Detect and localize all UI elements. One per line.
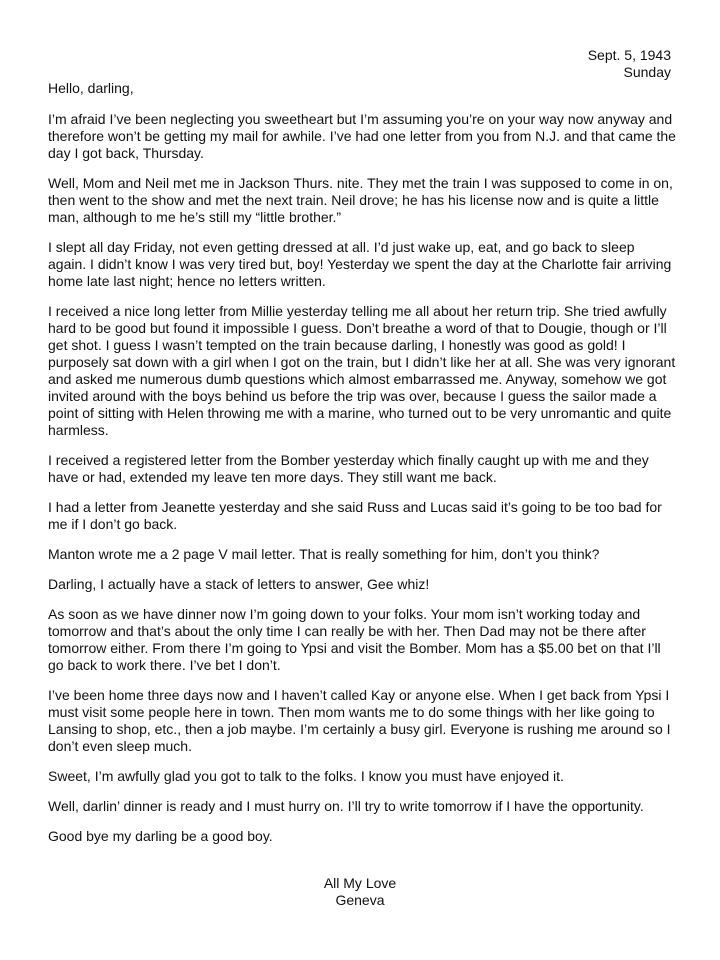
paragraph-6: I had a letter from Jeanette yesterday and she said Russ and Lucas said it’s going to be too bad for me if I don’t go back. — [48, 499, 662, 532]
paragraph-11: Sweet, I’m awfully glad you got to talk to the folks. I know you must have enjoyed it. — [48, 768, 564, 784]
closing-phrase: All My Love — [323, 875, 397, 891]
paragraph-8: Darling, I actually have a stack of letters to answer, Gee whiz! — [48, 576, 430, 592]
letter-weekday: Sunday — [623, 64, 671, 80]
paragraph-13: Good bye my darling be a good boy. — [48, 828, 273, 844]
date-block — [588, 47, 671, 81]
paragraph-4: I received a nice long letter from Millie yesterday telling me all about her return trip. She tried awfully hard to be good but found it impossible I guess. Don’t breathe a word of that to Dougie, though or I’ll get shot. I guess I wasn’t tempted on the train because darling, I honestly was good as gold! I purposely sat down with a girl when I got on the train, but I didn’t like her at all. She was very ignorant and asked me numerous dumb questions which almost embarrassed me. Anyway, somehow we got invited around with the boys behind us before the trip was over, because I guess the sailor made a point of sitting with Helen throwing me with a marine, who turned out to be very unromantic and quite harmless. — [48, 303, 676, 438]
paragraph-9: As soon as we have dinner now I’m going down to your folks. Your mom isn’t working today and tomorrow and that’s about the only time I can really be with her. Then Dad may not be there after tomorrow either. From there I’m going to Ypsi and visit the Bomber. Mom has a $5.00 bet on that I’ll go back to work there. I’ve bet I don’t. — [48, 606, 661, 673]
closing-block — [260, 875, 460, 909]
signature-name: Geneva — [335, 892, 385, 908]
letter-date: Sept. 5, 1943 — [587, 47, 671, 63]
paragraph-5: I received a registered letter from the Bomber yesterday which finally caught up with me and they have or had, extended my leave ten more days. They still want me back. — [48, 452, 649, 485]
paragraph-3: I slept all day Friday, not even getting dressed at all. I’d just wake up, eat, and go back to sleep again. I didn’t know I was very tired but, boy! Yesterday we spent the day at the Charlotte fair arriving home late last night; hence no letters written. — [48, 239, 672, 289]
salutation: Hello, darling, — [48, 80, 134, 96]
paragraph-2: Well, Mom and Neil met me in Jackson Thurs. nite. They met the train I was supposed to come in on, then went to the show and met the next train. Neil drove; he has his license now and is quite a little man, although to me he’s still my “little brother.” — [48, 175, 673, 225]
paragraph-12: Well, darlin’ dinner is ready and I must hurry on. I’ll try to write tomorrow if I have the opportunity. — [48, 798, 644, 814]
paragraph-1: I’m afraid I’ve been neglecting you sweetheart but I’m assuming you’re on your way now anyway and therefore won’t be getting my mail for awhile. I’ve had one letter from you from N.J. and that came the day I got back, Thursday. — [48, 111, 676, 161]
letter-body — [48, 80, 676, 858]
paragraph-10: I’ve been home three days now and I haven’t called Kay or anyone else. When I get back from Ypsi I must visit some people here in town. Then mom wants me to do some things with her like going to Lansing to shop, etc., then a job maybe. I’m certainly a busy girl. Everyone is rushing me around so I don’t even sleep much. — [48, 687, 671, 754]
paragraph-7: Manton wrote me a 2 page V mail letter. That is really something for him, don’t you think? — [48, 546, 600, 562]
